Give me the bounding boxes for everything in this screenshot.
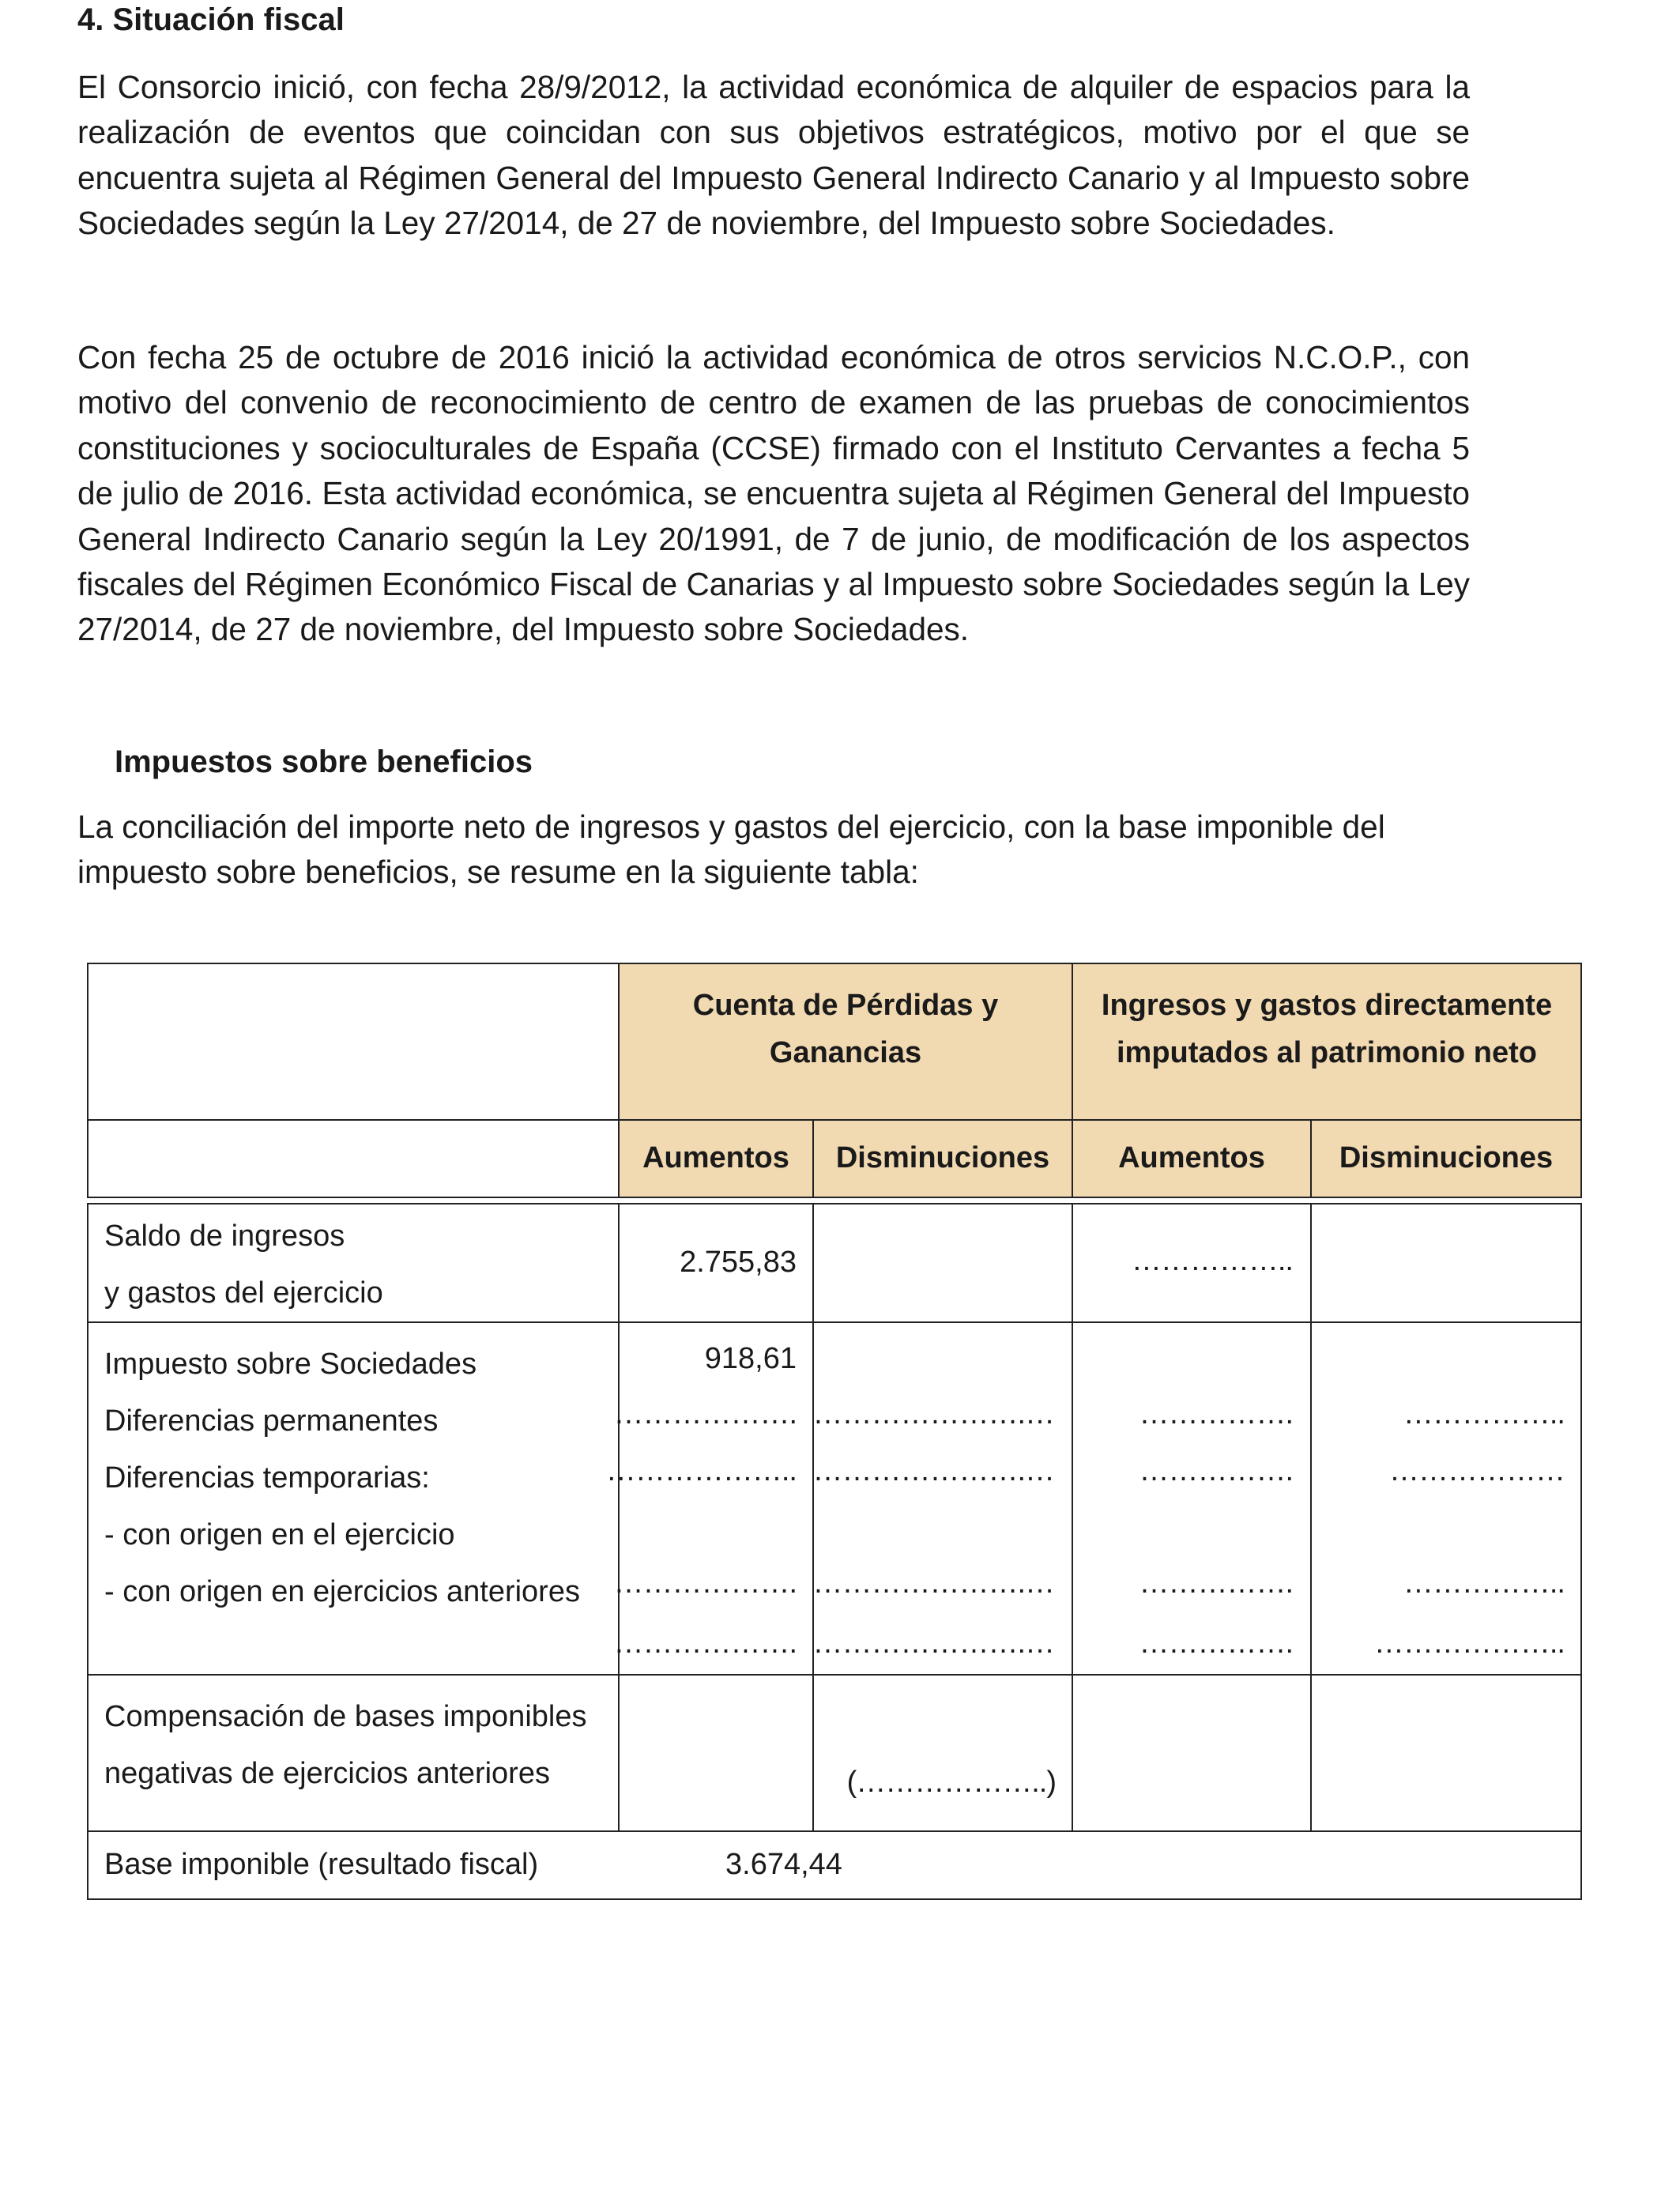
subheader-pyg-disminuciones <box>812 1119 1073 1198</box>
subheader-pyg-disminuciones-label: Disminuciones <box>835 1141 1050 1174</box>
header-pyg-label: Cuenta de Pérdidas y Ganancias <box>692 989 999 1069</box>
subheader-pyg-aumentos-label: Aumentos <box>642 1141 789 1174</box>
row-origen-anteriores-label: - con origen en ejercicios anteriores <box>104 1575 580 1608</box>
row-permanentes-pat-disminuciones-dots: …………….. <box>1403 1397 1565 1431</box>
row-base-value: 3.674,44 <box>725 1848 842 1881</box>
row-base-cell <box>87 1830 1582 1900</box>
row-origen-ejercicio-pat-disminuciones-dots: …………….. <box>1403 1566 1565 1600</box>
row-compensacion-label-line2: negativas de ejercicios anteriores <box>104 1757 550 1790</box>
row-origen-anteriores-pat-aumentos-dots: ……………. <box>1139 1627 1293 1660</box>
row-temporarias-label: Diferencias temporarias: <box>104 1461 430 1495</box>
row-saldo-pyg-disminuciones-cell <box>812 1203 1073 1323</box>
row-temporarias-pat-disminuciones-dots: ……………… <box>1389 1454 1565 1487</box>
subheading-impuestos: Impuestos sobre beneficios <box>115 745 533 779</box>
paragraph-1: El Consorcio inició, con fecha 28/9/2012, la actividad económica de alquiler de espacios para la realización de eventos que coincidan con sus objetivos estratégicos, motivo por el que se encuentra sujeta al Régimen General del Impuesto General Indirecto Canario y al Impuesto sobre Sociedades según la Ley 27/2014, de 27 de noviembre, del Impuesto sobre Sociedades. <box>77 69 1470 242</box>
row-origen-anteriores-pyg-aumentos-dots: ………………. <box>613 1627 797 1660</box>
row-saldo-label-line2: y gastos del ejercicio <box>104 1276 383 1310</box>
row-origen-ejercicio-pat-aumentos-dots: ……………. <box>1139 1566 1293 1600</box>
row-ajustes-pyg-disminuciones-cell <box>812 1321 1073 1676</box>
row-saldo-pyg-aumentos-value: 2.755,83 <box>680 1246 797 1279</box>
row-ajustes-pyg-aumentos-cell <box>605 1321 814 1676</box>
subheader-pat-aumentos-label: Aumentos <box>1118 1141 1265 1174</box>
row-compensacion-pat-disminuciones-cell <box>1310 1674 1582 1832</box>
row-ajustes-pat-aumentos-cell <box>1072 1321 1312 1676</box>
row-temporarias-pat-aumentos-dots: ……………. <box>1139 1454 1293 1487</box>
subheader-pat-disminuciones-label: Disminuciones <box>1339 1141 1554 1174</box>
row-origen-ejercicio-pyg-aumentos-dots: ………………. <box>613 1566 797 1600</box>
row-compensacion-label-line1: Compensación de bases imponibles <box>104 1700 587 1733</box>
row-origen-anteriores-pat-disminuciones-dots: ……………….. <box>1373 1627 1565 1660</box>
section-title: 4. Situación fiscal <box>77 2 345 37</box>
row-ajustes-pat-disminuciones-cell <box>1310 1321 1582 1676</box>
header-pyg <box>618 963 1073 1121</box>
row-saldo-label-line1: Saldo de ingresos <box>104 1220 345 1253</box>
row-saldo-pat-disminuciones-cell <box>1310 1203 1582 1323</box>
row-permanentes-label: Diferencias permanentes <box>104 1404 439 1438</box>
row-compensacion-label-cell <box>87 1674 620 1832</box>
row-origen-ejercicio-pyg-disminuciones-dots: ………………….… <box>812 1566 1054 1600</box>
row-ajustes-label-cell <box>87 1321 620 1676</box>
header-empty-cell <box>87 963 620 1121</box>
row-saldo-label-cell <box>87 1203 620 1323</box>
row-compensacion-pyg-aumentos-cell <box>618 1674 814 1832</box>
subheader-pat-disminuciones <box>1310 1119 1582 1198</box>
row-impuesto-pyg-aumentos-value: 918,61 <box>704 1342 797 1375</box>
row-compensacion-pat-aumentos-cell <box>1072 1674 1312 1832</box>
row-permanentes-pat-aumentos-dots: ……………. <box>1139 1397 1293 1431</box>
paragraph-3: La conciliación del importe neto de ingresos y gastos del ejercicio, con la base imponible del impuesto sobre beneficios, se resume en la siguiente tabla: <box>77 809 1385 891</box>
header-patrimonio-label: Ingresos y gastos directamente imputados al patrimonio neto <box>1101 989 1553 1069</box>
row-saldo-pat-aumentos-dots: …………….. <box>1131 1244 1293 1277</box>
row-temporarias-pyg-aumentos-dots: ……………….. <box>605 1454 797 1487</box>
paragraph-2: Con fecha 25 de octubre de 2016 inició la actividad económica de otros servicios N.C.O.P., con motivo del convenio de reconocimiento de centro de examen de las pruebas de conocimientos constituciones y socioculturales de España (CCSE) firmado con el Instituto Cervantes a fecha 5 de julio de 2016. Esta actividad económica, se encuentra sujeta al Régimen General del Impuesto General Indirecto Canario según la Ley 20/1991, de 7 de junio, de modificación de los aspectos fiscales del Régimen Económico Fiscal de Canarias y al Impuesto sobre Sociedades según la Ley 27/2014, de 27 de noviembre, del Impuesto sobre Sociedades. <box>77 339 1470 648</box>
row-saldo-pat-aumentos-cell <box>1072 1203 1312 1323</box>
subheader-empty-cell <box>87 1119 620 1198</box>
subheader-pyg-aumentos <box>618 1119 814 1198</box>
row-compensacion-pyg-disminuciones-value: (………………..) <box>846 1766 1056 1799</box>
row-compensacion-pyg-disminuciones-cell <box>812 1674 1073 1832</box>
row-permanentes-pyg-aumentos-dots: ………………. <box>613 1397 797 1431</box>
header-patrimonio <box>1072 963 1582 1121</box>
row-permanentes-pyg-disminuciones-dots: ………………….… <box>812 1397 1054 1431</box>
row-origen-ejercicio-label: - con origen en el ejercicio <box>104 1518 455 1551</box>
reconciliation-table <box>87 963 1582 1900</box>
row-base-label: Base imponible (resultado fiscal) <box>104 1848 539 1881</box>
row-saldo-pyg-aumentos-cell <box>618 1203 814 1323</box>
row-temporarias-pyg-disminuciones-dots: ………………….… <box>812 1454 1054 1487</box>
subheader-pat-aumentos <box>1072 1119 1312 1198</box>
row-impuesto-label: Impuesto sobre Sociedades <box>104 1348 477 1381</box>
row-origen-anteriores-pyg-disminuciones-dots: ………………….… <box>812 1627 1054 1660</box>
